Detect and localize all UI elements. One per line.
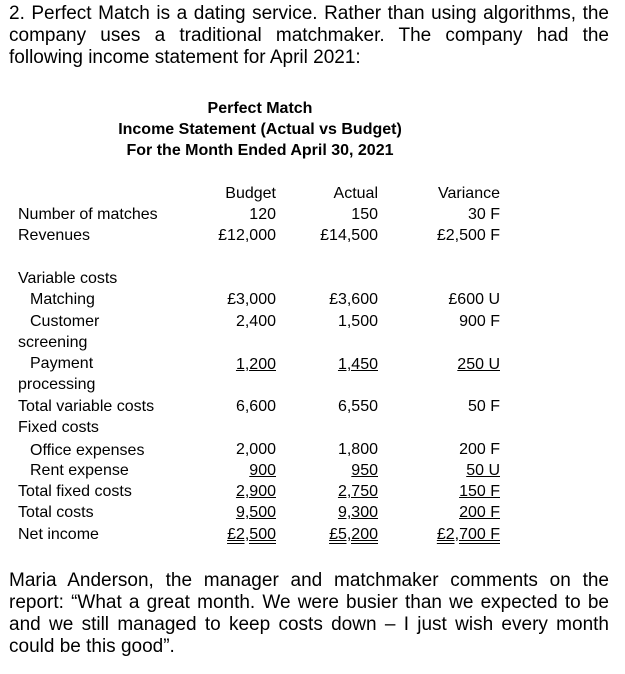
statement-title: Income Statement (Actual vs Budget) — [118, 121, 402, 138]
net-income-variance: £2,700 F — [436, 526, 500, 543]
matches-budget: 120 — [249, 206, 276, 223]
net-income-label: Net income — [18, 526, 99, 543]
fixed-costs-heading: Fixed costs — [18, 419, 99, 436]
total-fixed-label: Total fixed costs — [18, 483, 132, 500]
customer-screening-budget: 2,400 — [235, 313, 276, 330]
office-budget: 2,000 — [235, 441, 276, 458]
matching-label: Matching — [30, 291, 95, 308]
office-variance: 200 F — [459, 441, 500, 458]
company-name: Perfect Match — [207, 100, 313, 117]
office-actual: 1,800 — [337, 441, 378, 458]
total-fixed-actual: 2,750 — [337, 483, 378, 500]
payment-label: Payment — [30, 355, 94, 372]
statement-period: For the Month Ended April 30, 2021 — [126, 142, 394, 159]
revenues-budget: £12,000 — [218, 227, 276, 244]
budget-header: Budget — [225, 185, 276, 202]
revenues-actual: £14,500 — [320, 227, 378, 244]
rent-variance: 50 U — [466, 462, 500, 479]
matching-budget: £3,000 — [227, 291, 276, 308]
total-variable-actual: 6,550 — [337, 398, 378, 415]
customer-screening-variance: 900 F — [459, 313, 500, 330]
total-variable-variance: 50 F — [467, 398, 500, 415]
customer-label: Customer — [30, 313, 100, 330]
revenues-variance: £2,500 F — [436, 227, 500, 244]
revenues-label: Revenues — [18, 227, 91, 244]
rent-budget: 900 — [249, 462, 276, 479]
rent-label: Rent expense — [30, 462, 129, 479]
matches-variance: 30 F — [467, 206, 500, 223]
variable-costs-heading: Variable costs — [18, 270, 118, 287]
total-fixed-variance: 150 F — [459, 483, 500, 500]
payment-processing-budget: 1,200 — [235, 356, 276, 373]
screening-label: screening — [18, 334, 88, 351]
rent-actual: 950 — [351, 462, 378, 479]
total-costs-variance: 200 F — [459, 504, 500, 521]
intro-paragraph: 2. Perfect Match is a dating service. Rather than using algorithms, the company uses a traditional matchmaker. The company had the following income statement for April 2021: — [9, 3, 609, 68]
total-costs-budget: 9,500 — [235, 504, 276, 521]
total-fixed-budget: 2,900 — [235, 483, 276, 500]
total-variable-label: Total variable costs — [18, 398, 155, 415]
total-variable-budget: 6,600 — [235, 398, 276, 415]
variance-header: Variance — [438, 185, 500, 202]
actual-header: Actual — [333, 185, 378, 202]
payment-processing-variance: 250 U — [457, 356, 500, 373]
net-income-budget: £2,500 — [227, 526, 276, 543]
payment-processing-actual: 1,450 — [337, 356, 378, 373]
processing-label: processing — [18, 376, 96, 393]
matching-variance: £600 U — [448, 291, 500, 308]
net-income-actual: £5,200 — [329, 526, 378, 543]
matches-label: Number of matches — [18, 206, 158, 223]
total-costs-actual: 9,300 — [337, 504, 378, 521]
total-costs-label: Total costs — [18, 504, 94, 521]
matching-actual: £3,600 — [329, 291, 378, 308]
manager-comment-paragraph: Maria Anderson, the manager and matchmaker comments on the report: “What a great month. We were busier than we expected to be and we still managed to keep costs down – I just wish every month could be this good”. — [9, 570, 609, 657]
customer-screening-actual: 1,500 — [337, 313, 378, 330]
office-label: Office expenses — [30, 442, 145, 459]
matches-actual: 150 — [351, 206, 378, 223]
